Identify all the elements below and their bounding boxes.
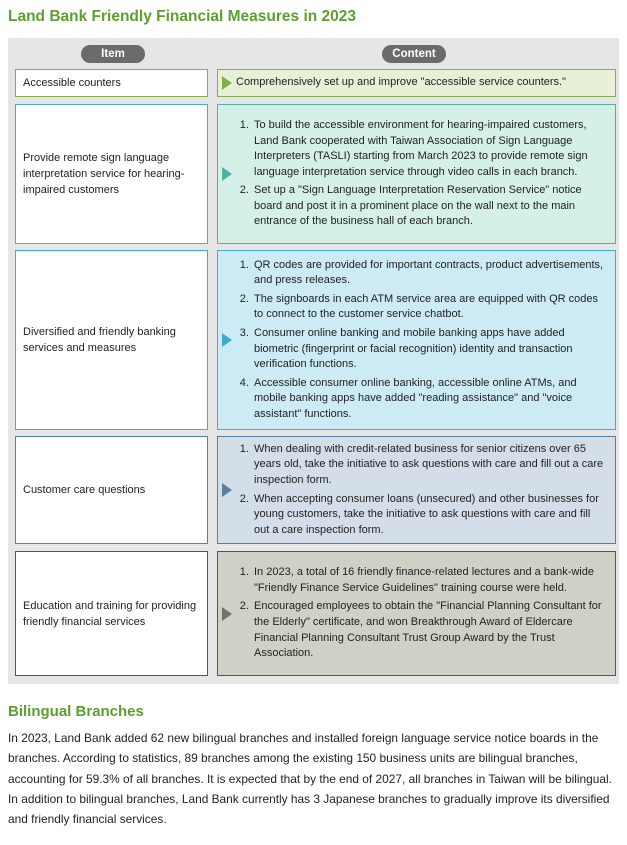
- list-item: 2. The signboards in each ATM service area are equipped with QR codes to connect to the customer service chatbot.: [252, 292, 607, 323]
- arrow-icon: [222, 167, 232, 181]
- row-item-education-training: Education and training for providing friendly financial services: [15, 551, 208, 676]
- row-item-sign-language: Provide remote sign language interpretation service for hearing-impaired customers: [15, 104, 208, 244]
- section-heading-bilingual: Bilingual Branches: [8, 703, 144, 720]
- table-row: [15, 551, 616, 676]
- list-item: 2. When accepting consumer loans (unsecured) and other businesses for young customers, take the initiative to ask questions with care and fill out a care inspection form.: [252, 492, 607, 539]
- bilingual-paragraph: In 2023, Land Bank added 62 new bilingual branches and installed foreign language service notice boards in the branches. According to statistics, 89 branches among the existing 150 business units are bilingual branches, accounting for 59.3% of all branches. It is expected that by the end of 2027, all branches in Taiwan will be bilingual. In addition to bilingual branches, Land Bank currently has 3 Japanese branches to gradually improve its diversified and friendly financial services.: [8, 731, 612, 827]
- arrow-icon: [222, 76, 232, 90]
- list-item: 4. Accessible consumer online banking, accessible online ATMs, and mobile banking apps have added "reading assistance" and "voice assistant" functions.: [252, 376, 607, 423]
- list-item: 1. To build the accessible environment for hearing-impaired customers, Land Bank cooperated with Taiwan Association of Sign Language Interpreters (TASLI) starting from March 2023 to provide remote sign language interpretation service through video calls in each branch.: [252, 118, 607, 180]
- arrow-icon: [222, 483, 232, 497]
- content-text: Comprehensively set up and improve "accessible service counters.": [236, 76, 567, 89]
- table-row: [15, 250, 616, 430]
- content-list: [236, 442, 607, 539]
- list-item: 2. Encouraged employees to obtain the "Financial Planning Consultant for the Elderly" certificate, and won Breakthrough Award of Eldercare Financial Planning Consultant Trust Group Award by the Trust Association.: [252, 599, 607, 661]
- header-item: Item: [81, 45, 145, 63]
- header-content: Content: [382, 45, 446, 63]
- content-list: [236, 118, 607, 230]
- row-content: [217, 69, 616, 97]
- row-content: [217, 104, 616, 244]
- list-item: 2. Set up a "Sign Language Interpretation Reservation Service" notice board and post it in a prominent place on the wall next to the main entrance of the business hall of each branch.: [252, 183, 607, 230]
- list-item: 1. When dealing with credit-related business for senior citizens over 65 years old, take the initiative to ask questions with care and fill out a care inspection form.: [252, 442, 607, 489]
- row-content: [217, 436, 616, 544]
- table-row: [15, 104, 616, 244]
- row-item-diversified-services: Diversified and friendly banking services and measures: [15, 250, 208, 430]
- list-item: 1. QR codes are provided for important contracts, product advertisements, and press releases.: [252, 258, 607, 289]
- table-row: [15, 436, 616, 544]
- measures-table: [8, 38, 619, 684]
- arrow-icon: [222, 333, 232, 347]
- content-list: [236, 565, 607, 662]
- list-item: 3. Consumer online banking and mobile banking apps have added biometric (fingerprint or facial recognition) identity and transaction verification functions.: [252, 326, 607, 373]
- row-content: [217, 250, 616, 430]
- row-item-customer-care: Customer care questions: [15, 436, 208, 544]
- page-title: Land Bank Friendly Financial Measures in 2023: [8, 8, 357, 25]
- arrow-icon: [222, 607, 232, 621]
- content-list: [236, 258, 607, 423]
- row-content: [217, 551, 616, 676]
- table-row: [15, 69, 616, 97]
- list-item: 1. In 2023, a total of 16 friendly finance-related lectures and a bank-wide "Friendly Finance Service Guidelines" training course were held.: [252, 565, 607, 596]
- row-item-accessible-counters: Accessible counters: [15, 69, 208, 97]
